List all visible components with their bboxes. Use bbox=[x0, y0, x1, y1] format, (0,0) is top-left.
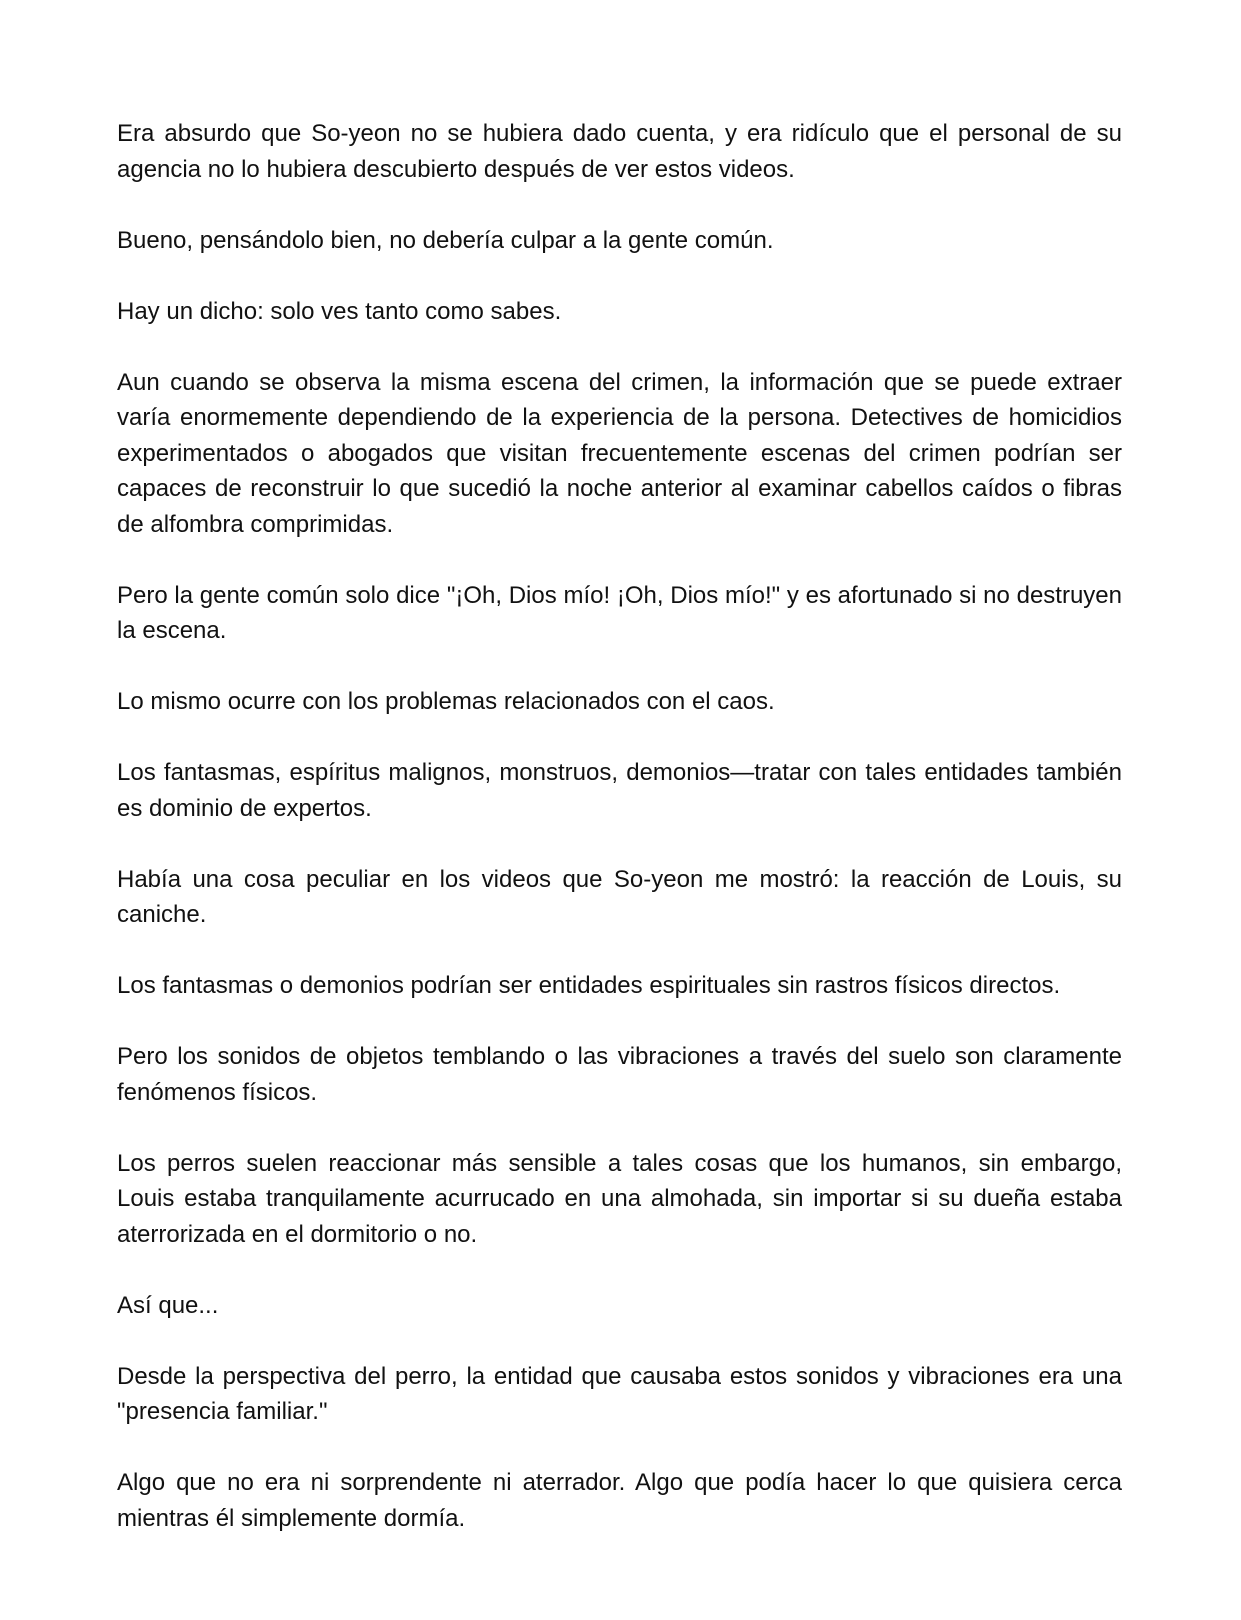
paragraph: Aun cuando se observa la misma escena del crimen, la información que se puede extraer varía enormemente dependiendo de la experiencia de la persona. Detectives de homicidios experimentados o abogados que visitan frecuentemente escenas del crimen podrían ser capaces de reconstruir lo que sucedió la noche anterior al examinar cabellos caídos o fibras de alfombra comprimidas. bbox=[117, 368, 1122, 538]
paragraph: Pero los sonidos de objetos temblando o las vibraciones a través del suelo son claramente fenómenos físicos. bbox=[117, 1043, 1122, 1106]
paragraph: Algo que no era ni sorprendente ni aterrador. Algo que podía hacer lo que quisiera cerca mientras él simplemente dormía. bbox=[117, 1469, 1122, 1532]
paragraph: Desde la perspectiva del perro, la entidad que causaba estos sonidos y vibraciones era una "presencia familiar." bbox=[117, 1362, 1122, 1425]
paragraph: Lo mismo ocurre con los problemas relacionados con el caos. bbox=[117, 688, 775, 715]
paragraph: Así que... bbox=[117, 1291, 219, 1319]
paragraph: Había una cosa peculiar en los videos que So-yeon me mostró: la reacción de Louis, su caniche. bbox=[117, 865, 1122, 928]
paragraph: Era absurdo que So-yeon no se hubiera dado cuenta, y era ridículo que el personal de su agencia no lo hubiera descubierto después de ver estos videos. bbox=[117, 120, 1122, 183]
paragraph: Pero la gente común solo dice "¡Oh, Dios mío! ¡Oh, Dios mío!" y es afortunado si no destruyen la escena. bbox=[117, 581, 1122, 644]
paragraph: Hay un dicho: solo ves tanto como sabes. bbox=[117, 297, 562, 325]
paragraph: Los fantasmas, espíritus malignos, monstruos, demonios—tratar con tales entidades también es dominio de expertos. bbox=[117, 759, 1122, 822]
paragraph: Los perros suelen reaccionar más sensible a tales cosas que los humanos, sin embargo, Louis estaba tranquilamente acurrucado en una almohada, sin importar si su dueña estaba aterrorizada en el dormitorio o no. bbox=[117, 1149, 1122, 1248]
paragraph: Los fantasmas o demonios podrían ser entidades espirituales sin rastros físicos directos. bbox=[117, 972, 1061, 999]
document-page bbox=[117, 116, 1122, 1536]
paragraph: Bueno, pensándolo bien, no debería culpar a la gente común. bbox=[117, 226, 774, 254]
